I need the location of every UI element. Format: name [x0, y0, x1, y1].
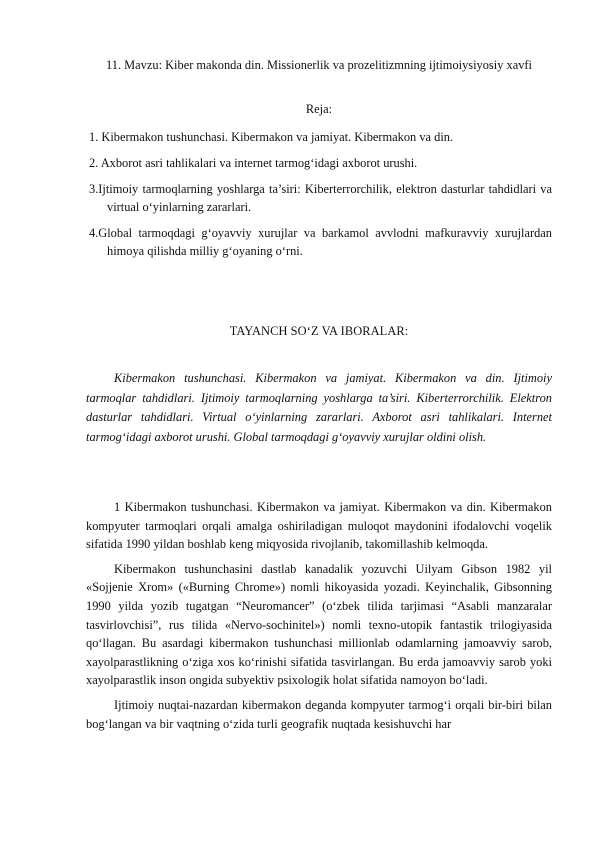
plan-heading: Reja:	[305, 102, 333, 116]
plan-item-3: 3.Ijtimoiy tarmoqlarning yoshlarga ta’siri: Kiberterrorchilik, elektron dasturlar tahdidlari va virtual o‘yinlarning zararlari.	[89, 182, 552, 214]
plan-item-4: 4.Global tarmoqdagi g‘oyavviy xurujlar va barkamol avvlodni mafkuravviy xurujlardan himoya qilishda milliy g‘oyaning o‘rni.	[89, 226, 552, 258]
plan-item-2: 2. Axborot asri tahlikalari va internet tarmog‘idagi axborot urushi.	[89, 156, 418, 170]
body-paragraph-3: Ijtimoiy nuqtai-nazardan kibermakon deganda kompyuter tarmog‘i orqali bir-biri bilan bog‘langan va bir vaqtning o‘zida turli geografik nuqtada kesishuvchi har	[86, 697, 552, 731]
plan-list	[89, 128, 552, 268]
keywords-paragraph: Kibermakon tushunchasi. Kibermakon va jamiyat. Kibermakon va din. Ijtimoiy tarmoqlar tahdidlari. Ijtimoiy tarmoqlarning yoshlarga ta’siri. Kiberterrorchilik. Elektron dasturlar tahdidlari. Virtual o‘yinlarning zararlari. Axborot asri tahlikalari. Internet tarmog‘idagi axborot urushi. Global tarmoqdagi g‘oyavviy xurujlar oldini olish.	[86, 371, 552, 444]
document-title: 11. Mavzu: Kiber makonda din. Missionerlik va prozelitizmning ijtimoiysiyosiy xavfi	[106, 58, 532, 72]
body-text	[86, 498, 552, 739]
body-paragraph-1: 1 Kibermakon tushunchasi. Kibermakon va jamiyat. Kibermakon va din. Kibermakon kompyuter tarmoqlari orqali amalga oshiriladigan muloqot maydonini ifodalovchi voqelik sifatida 1990 yildan boshlab keng miqyosida rivojlanib, takomillashib kelmoqda.	[86, 500, 552, 552]
keywords-heading: TAYANCH SO‘Z VA IBORALAR:	[229, 324, 409, 338]
body-paragraph-2: Kibermakon tushunchasini dastlab kanadalik yozuvchi Uilyam Gibson 1982 yil «Sojjenie Xrom» («Burning Chrome») nomli hikoyasida yozadi. Keyinchalik, Gibsonning 1990 yilda yozib tugatgan “Neuromancer” (o‘zbek tilida tarjimasi “Asabli manzaralar tasvirlovchisi”, rus tilida «Nervo-sochinitel») nomli texno-utopik fantastik trilogiyasida qo‘llagan. Bu asardagi kibermakon tushunchasi millionlab odamlarning jamoavviy sarob, xayolparastlikning o‘ziga xos ko‘rinishi sifatida tasvirlangan. Bu erda jamoavviy sarob yoki xayolparastlik inson ongida subyektiv psixologik holat sifatida namoyon bo‘ladi.	[86, 561, 552, 688]
plan-item-1: 1. Kibermakon tushunchasi. Kibermakon va jamiyat. Kibermakon va din.	[89, 130, 454, 144]
